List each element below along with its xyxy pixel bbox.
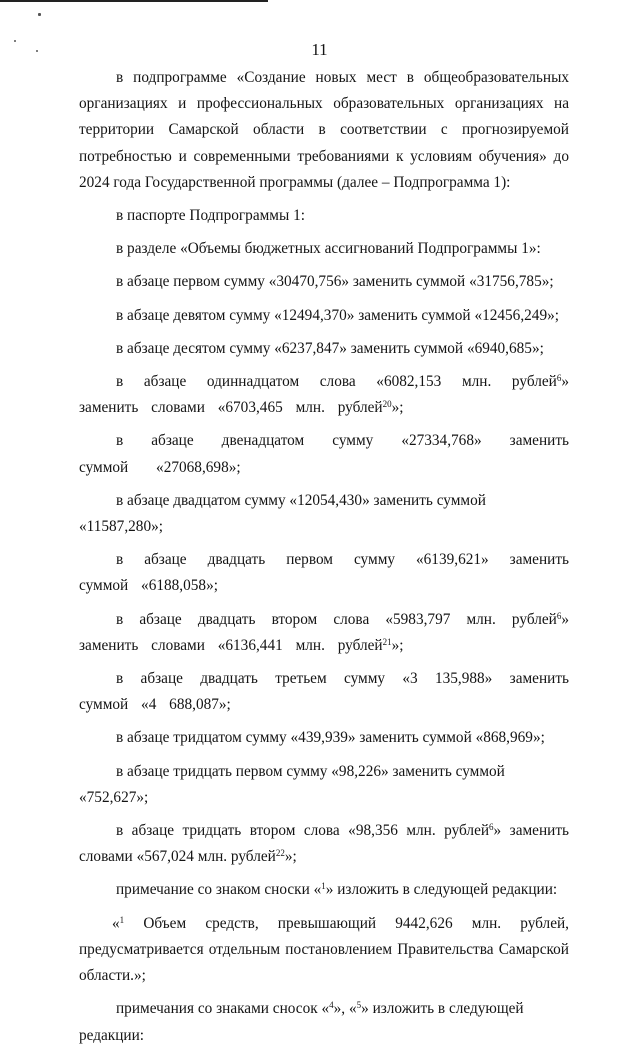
- text-run: в абзаце двадцать втором слова «5983,797 млн. рублей: [116, 610, 557, 628]
- text-run: »;: [391, 399, 404, 417]
- footnote-mark: 6: [556, 373, 562, 384]
- paragraph-subprogram: в подпрограмме «Создание новых мест в общеобразовательных организациях и профессиональных образовательных организациях на территории Самарской области в соответствии с прогнозируемой потребностью и современными требованиями к условиям обучения» до 2024 года Государственной программы (далее – Подпрограмма 1):: [79, 69, 569, 191]
- text-run: » заменить словами «6703,465 млн. рублей: [79, 373, 569, 417]
- footnote-mark: 22: [275, 848, 285, 859]
- paragraph-abzac-22: [79, 607, 569, 659]
- paragraph-note-1-text: [79, 911, 569, 990]
- text-run: » заменить словами «6136,441 млн. рублей: [79, 610, 569, 654]
- footnote-mark: 1: [321, 881, 326, 892]
- text-run: примечание со знаком сноски «: [116, 881, 322, 899]
- text-run: в абзаце одиннадцатом слова «6082,153 млн. рублей: [116, 373, 557, 391]
- footnote-mark: 5: [356, 1000, 362, 1011]
- paragraph-abzac-21: в абзаце двадцать первом сумму «6139,621» заменить суммой «6188,058»;: [79, 551, 569, 595]
- footnote-mark: 6: [489, 822, 494, 833]
- text-run: Объем средств, превышающий 9442,626 млн. рублей, предусматривается отдельным постановлением Правительства Самарской области.»;: [79, 914, 569, 985]
- paragraph-abzac-20: в абзаце двадцатом сумму «12054,430» заменить суммой «11587,280»;: [79, 491, 486, 536]
- paragraph-abzac-1: в абзаце первом сумму «30470,756» заменить суммой «31756,785»;: [116, 273, 554, 291]
- text-run: »;: [391, 636, 404, 654]
- text-run: », «: [333, 1000, 357, 1018]
- paragraph-note-1: [79, 877, 569, 903]
- footnote-mark: 4: [329, 1000, 334, 1011]
- paragraph-abzac-23: в абзаце двадцать третьем сумму «3 135,988» заменить суммой «4 688,087»;: [79, 670, 569, 714]
- paragraph-abzac-30: в абзаце тридцатом сумму «439,939» заменить суммой «868,969»;: [116, 729, 545, 747]
- text-run: примечания со знаками сносок «: [116, 1000, 330, 1018]
- text-run: «: [112, 914, 120, 932]
- paragraph-passport: в паспорте Подпрограммы 1:: [116, 207, 305, 225]
- text-run: в абзаце тридцать втором слова «98,356 млн. рублей: [116, 822, 490, 840]
- footnote-mark: 21: [382, 636, 392, 647]
- paragraph-abzac-32: [79, 818, 569, 870]
- text-run: » заменить словами «567,024 млн. рублей: [79, 822, 569, 866]
- text-run: »;: [284, 848, 297, 866]
- paragraph-abzac-31: в абзаце тридцать первом сумму «98,226» заменить суммой «752,627»;: [79, 762, 505, 806]
- footnote-mark: 6: [556, 610, 562, 621]
- paragraph-abzac-12: в абзаце двенадцатом сумму «27334,768» заменить суммой «27068,698»;: [79, 432, 569, 476]
- paragraph-abzac-9: в абзаце девятом сумму «12494,370» заменить суммой «12456,249»;: [116, 306, 559, 324]
- paragraph-section: в разделе «Объемы бюджетных ассигнований Подпрограммы 1»:: [116, 240, 541, 258]
- text-run: » изложить в следующей редакции:: [325, 881, 558, 899]
- document-body: [79, 65, 569, 1049]
- page-number: 11: [311, 40, 328, 59]
- paragraph-abzac-11: [79, 369, 569, 421]
- top-edge-line: [0, 0, 268, 2]
- paragraph-notes-4-5: [79, 996, 569, 1048]
- footnote-mark: 1: [119, 914, 125, 925]
- scan-speck: [38, 13, 41, 16]
- text-run: » изложить в следующей редакции:: [79, 1000, 524, 1044]
- paragraph-abzac-10: в абзаце десятом сумму «6237,847» заменить суммой «6940,685»;: [116, 339, 544, 357]
- footnote-mark: 20: [382, 399, 392, 410]
